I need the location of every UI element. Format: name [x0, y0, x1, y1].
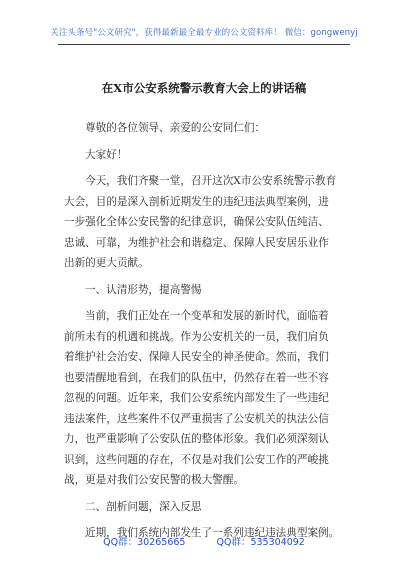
paragraph-line: 一步强化全体公安民警的纪律意识，确保公安队伍纯洁、	[64, 216, 329, 228]
paragraph-line: 忽视的问题。近年来，我们公安系统内部发生了一些违纪	[64, 392, 329, 404]
section-heading: 一、认清形势，提高警惕	[85, 283, 202, 296]
header-note: 关注头条号"公文研究"，获得最新最全最专业的公文资料库！ 微信：gongwenyj	[50, 28, 358, 38]
qq-group-2: QQ群：535304092	[216, 537, 305, 548]
paragraph-line: 近期，我们系统内部发生了一系列违纪违法典型案例。	[85, 527, 340, 539]
paragraph-line: 前所未有的机遇和挑战。作为公安机关的一员，我们肩负	[64, 330, 329, 343]
footer	[0, 534, 408, 548]
paragraph-line: 今天，我们齐聚一堂，召开这次X市公安系统警示教育	[85, 175, 337, 187]
paragraph-line: 忠诚、可靠，为维护社会和谐稳定、保障人民安居乐业作	[64, 236, 329, 249]
paragraph-line: 出新的更大贡献。	[64, 257, 149, 269]
paragraph-line: 识到，这些问题的存在，不仅是对我们公安工作的严峻挑	[64, 453, 329, 466]
salutation: 尊敬的各位领导、亲爱的公安同仁们：	[85, 122, 266, 134]
document-body	[64, 118, 350, 544]
greeting: 大家好！	[85, 148, 128, 161]
document-title: 在X市公安系统警示教育大会上的讲话稿	[101, 81, 307, 95]
section-heading: 二、剖析问题，深入反思	[85, 500, 202, 513]
paragraph-line: 力，也严重影响了公安队伍的整体形象。我们必须深刻认	[64, 433, 329, 445]
paragraph-line: 违法案件，这些案件不仅严重损害了公安机关的执法公信	[64, 412, 329, 425]
qq-group-1: QQ群：30265665	[103, 537, 186, 548]
header-divider	[58, 44, 350, 45]
paragraph-line: 大会，目的是深入剖析近期发生的违纪违法典型案例，进	[64, 195, 329, 208]
paragraph-line: 战，更是对我们公安民警的极大警醒。	[64, 474, 245, 486]
paragraph-line: 也要清醒地看到，在我们的队伍中，仍然存在着一些不容	[64, 371, 329, 384]
paragraph-line: 着维护社会治安、保障人民安全的神圣使命。然而，我们	[64, 351, 329, 363]
paragraph-line: 当前，我们正处在一个变革和发展的新时代，面临着	[85, 310, 329, 322]
